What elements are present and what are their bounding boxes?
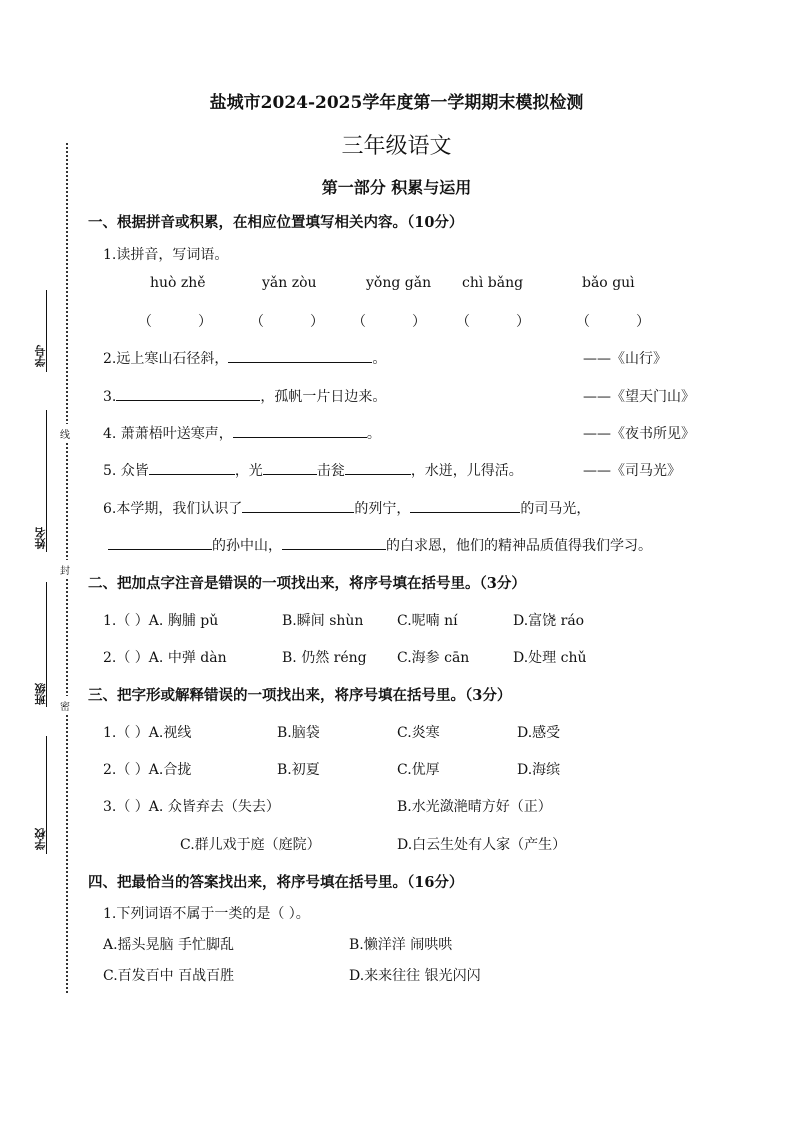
class-blank [46,582,47,707]
answer-box-3-close: ） [412,314,426,330]
q1-line-6a: 6.本学期，我们认识了 的列宁， 的司马光， [103,501,591,517]
blank[interactable] [242,500,354,513]
q1-line-6b: 的孙中山， 的白求恩，他们的精神品质值得我们学习。 [108,535,652,555]
blank[interactable] [282,537,386,550]
q4-opt-d: D.来来往往 银光闪闪 [349,968,481,984]
subject-title: 三年级语文 [341,134,452,159]
student-id-label: 学号 [34,345,47,367]
pinyin-2: yǎn zòu [262,275,317,291]
q3-row3-b: B.水光潋滟晴方好（正） [397,799,552,815]
q2-row1-b: B.瞬间 shùn [282,613,364,629]
q3-row2-a: 2.（ ）A.合拢 [103,762,192,778]
q3-row2-d: D.海缤 [517,762,561,778]
q2-row2-c: C.海参 cān [397,650,470,666]
q2-row2-a: 2.（ ）A. 中弹 dàn [103,650,227,666]
blank[interactable] [108,537,212,550]
q3-row3-c: C.群儿戏于庭（庭院） [180,837,321,853]
q3-row1-b: B.脑袋 [277,725,320,741]
q2-row2-d: D.处理 chǔ [513,650,587,666]
blank[interactable] [345,462,411,475]
q3-row3-d: D.白云生处有人家（产生） [397,837,567,853]
source-shanxing: ——《山行》 [583,351,667,367]
blank[interactable] [233,425,367,438]
blank[interactable] [116,388,260,401]
q1-heading: 一、根据拼音或积累，在相应位置填写相关内容。（10分） [88,214,464,231]
exam-title: 盐城市2024-2025学年度第一学期期末模拟检测 [209,93,584,113]
q2-row1-d: D.富饶 ráo [513,613,585,629]
school-label: 学校 [34,828,47,850]
answer-box-5-open: （ [576,314,590,330]
answer-box-2-open: （ [250,314,264,330]
pinyin-4: chì bǎng [462,275,524,291]
name-label: 姓名 [34,527,47,549]
q4-opt-a: A.摇头晃脑 手忙脚乱 [103,937,235,953]
q4-opt-b: B.懒洋洋 闹哄哄 [349,937,453,953]
q1-sub1: 1.读拼音，写词语。 [103,247,229,263]
part-title: 第一部分 积累与运用 [321,178,472,197]
q3-row1-d: D.感受 [517,725,561,741]
q3-row2-b: B.初夏 [277,762,320,778]
answer-box-1-close: ） [198,314,212,330]
answer-box-1-open: （ [138,314,152,330]
q4-opt-c: C.百发百中 百战百胜 [103,968,235,984]
source-wangtianmenshan: ——《望天门山》 [583,389,695,405]
blank[interactable] [149,462,235,475]
q1-line-2: 2.远上寒山石径斜， 。 [103,351,387,367]
class-label: 班级 [34,683,47,705]
answer-box-2-close: ） [310,314,324,330]
q2-heading: 二、把加点字注音是错误的一项找出来，将序号填在括号里。（3分） [88,575,526,592]
answer-box-4-open: （ [456,314,470,330]
source-yeshusuojian: ——《夜书所见》 [583,426,695,442]
q2-row1-a: 1.（ ）A. 胸脯 pǔ [103,613,219,629]
answer-box-5-close: ） [636,314,650,330]
q1-line-3: 3. ，孤帆一片日边来。 [103,389,387,405]
binding-char-seal: 封 [60,560,70,579]
q2-row2-b: B. 仍然 réng [282,650,367,666]
q3-row1-c: C.炎寒 [397,725,440,741]
q1-line-4: 4. 萧萧梧叶送寒声， 。 [103,426,381,442]
name-blank [46,410,47,552]
school-blank [46,736,47,854]
q4-heading: 四、把最恰当的答案找出来，将序号填在括号里。（16分） [88,874,464,891]
q1-line-5: 5. 众皆 ，光 击瓮 ，水迸，儿得活。 [103,463,523,479]
answer-box-3-open: （ [352,314,366,330]
blank[interactable] [263,462,317,475]
source-simaguang: ——《司马光》 [583,463,681,479]
pinyin-1: huò zhě [150,275,206,291]
q4-sub1: 1.下列词语不属于一类的是（ ）。 [103,906,310,922]
binding-char-line: 线 [60,424,70,443]
q3-row1-a: 1.（ ）A.视线 [103,725,192,741]
student-id-blank [46,290,47,372]
blank[interactable] [410,500,520,513]
q3-row2-c: C.优厚 [397,762,440,778]
pinyin-5: bǎo guì [582,275,635,291]
answer-box-4-close: ） [516,314,530,330]
q3-heading: 三、把字形或解释错误的一项找出来，将序号填在括号里。（3分） [88,687,512,704]
binding-char-secret: 密 [60,696,70,715]
q3-row3-a: 3.（ ）A. 众皆弃去（失去） [103,799,280,815]
blank[interactable] [228,350,372,363]
pinyin-3: yǒng gǎn [366,275,432,291]
q2-row1-c: C.呢喃 ní [397,613,458,629]
